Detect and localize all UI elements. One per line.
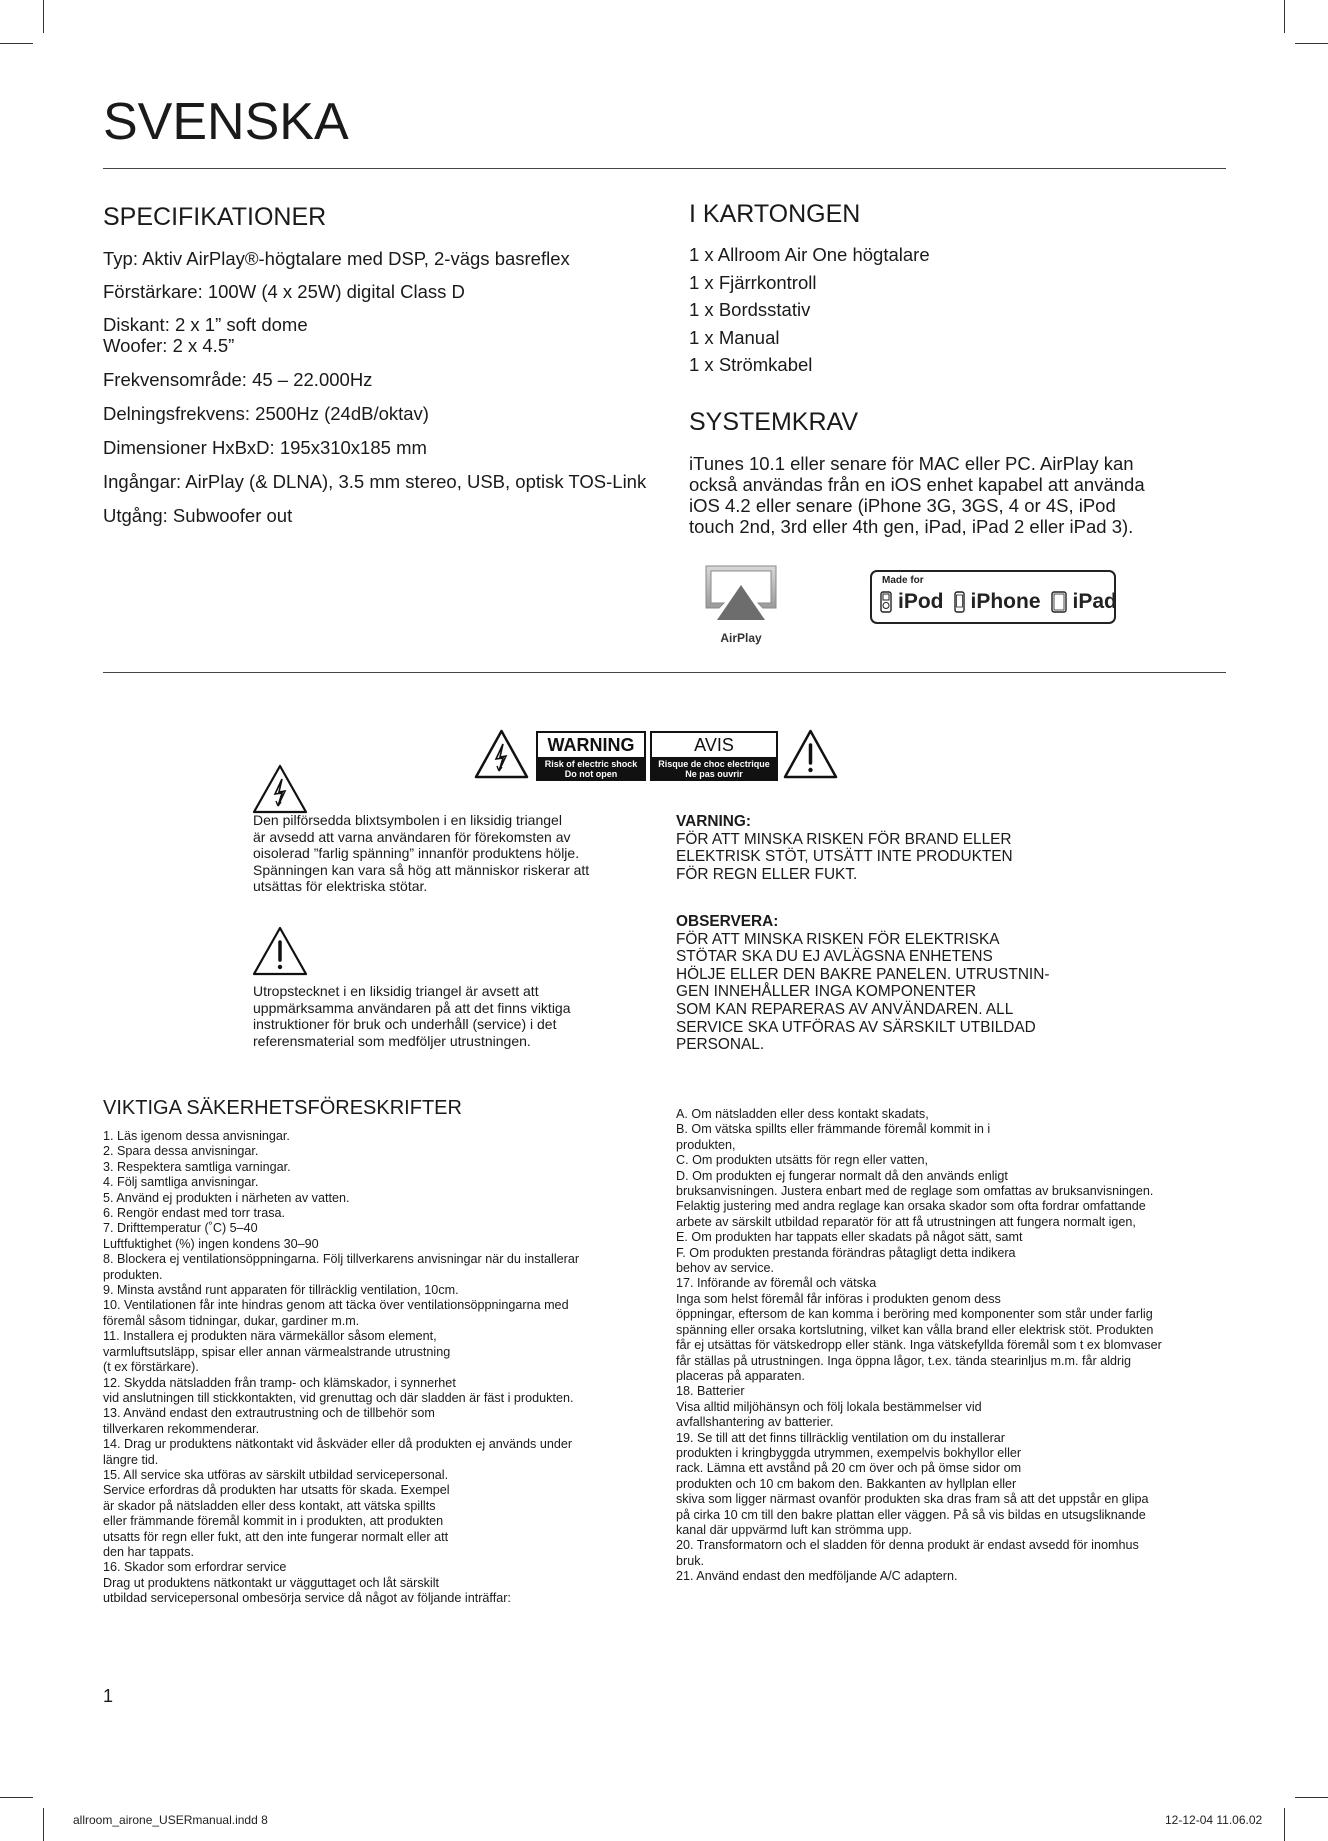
safety-line: 17. Införande av föremål och vätska [676,1276,877,1291]
avis-sub-line: Ne pas ouvrir [685,769,743,779]
safety-line: 10. Ventilationen får inte hindras genom att täcka över ventilationsöppningarna med [103,1298,569,1313]
avis-box [650,731,778,781]
text-line: SERVICE SKA UTFÖRAS AV SÄRSKILT UTBILDAD [676,1018,1036,1036]
safety-line: produkten, [676,1137,736,1152]
safety-line: Drag ut produktens nätkontakt ur vägguttaget och låt särskilt [103,1575,440,1590]
safety-line: 21. Använd endast den medföljande A/C adaptern. [676,1569,958,1584]
safety-line: tillverkaren rekommenderar. [103,1421,260,1436]
avis-title: AVIS [652,733,776,759]
safety-line: skiva som ligger närmast ovanför produkten ska dras fram så att det uppstår en glipa [676,1492,1149,1507]
safety-line: utsatts för regn eller fukt, att den inte fungerar normalt eller att [103,1529,449,1544]
safety-line: C. Om produkten utsätts för regn eller vatten, [676,1153,928,1168]
specs-heading: SPECIFIKATIONER [103,203,327,231]
spec-type: Typ: Aktiv AirPlay®-högtalare med DSP, 2-vägs basreflex [103,248,570,269]
safety-line: Service erfordras då produkten har utsatts för skada. Exempel [103,1483,450,1498]
observera-heading: OBSERVERA: [676,913,779,930]
safety-line: Felaktig justering med andra reglage kan orsaka skador som ofta fordrar omfattande [676,1199,1146,1214]
warning-sub [538,759,644,779]
warning-sub-line: Do not open [564,769,618,779]
safety-line: produkten och 10 cm bakom den. Bakkanten av hyllplan eller [676,1476,1017,1491]
spec-tweeter: Diskant: 2 x 1” soft dome [103,314,308,335]
safety-line: 6. Rengör endast med torr trasa. [103,1206,286,1221]
safety-line: får ställas på utrustningen. Inga öppna lågor, t.ex. tända stearinljus m.m. får aldrig [676,1353,1132,1368]
safety-line: 19. Se till att det finns tillräcklig ventilation om du installerar [676,1430,1005,1445]
system-line: också användas från en iOS enhet kapabel att använda [689,474,1145,495]
crop-mark [1284,0,1285,33]
list-item: 1 x Bordsstativ [689,299,811,320]
safety-line: B. Om vätska spillts eller främmande föremål kommit in i [676,1122,991,1137]
avis-sub-line: Risque de choc electrique [658,759,770,769]
crop-mark [1284,1808,1285,1841]
text-line: FÖR ATT MINSKA RISKEN FÖR BRAND ELLER [676,830,1012,848]
text-line: SOM KAN REPARERAS AV ANVÄNDAREN. ALL [676,1000,1014,1018]
safety-line: F. Om produkten prestanda förändras påtagligt detta indikera [676,1245,1016,1260]
text-line: instruktioner för bruk och underhåll (service) i det [253,1016,557,1032]
safety-line: utbildad servicepersonal ombesörja service då något av följande inträffar: [103,1591,511,1606]
safety-line: 12. Skydda nätsladden från tramp- och klämskador, i synnerhet [103,1375,456,1390]
top-divider [103,168,1226,169]
avis-sub [652,759,776,779]
warning-box [536,731,646,781]
ipod-icon [880,591,892,613]
text-line: GEN INNEHÅLLER INGA KOMPONENTER [676,983,977,1001]
safety-line: 16. Skador som erfordrar service [103,1560,287,1575]
safety-line: eller främmande föremål kommit in i produkten, att produkten [103,1514,444,1529]
safety-line: 18. Batterier [676,1384,745,1399]
list-item: 1 x Manual [689,326,780,348]
safety-line: A. Om nätsladden eller dess kontakt skadats, [676,1107,929,1121]
safety-line: arbete av särskilt utbildad reparatör för att få utrustningen att fungera normalt igen, [676,1214,1136,1229]
airplay-icon [703,562,779,624]
safety-line: kanal där uppvärmd luft kan strömma upp. [676,1522,912,1537]
spec-frequency: Frekvensområde: 45 – 22.000Hz [103,369,373,390]
safety-line: spänning eller orsaka kortslutning, vilket kan vålla brand eller elektrisk stöt. Produkten [676,1322,1154,1337]
safety-right-column [676,1107,1296,1585]
safety-line: bruk. [676,1553,704,1568]
text-line: STÖTAR SKA DU EJ AVLÄGSNA ENHETENS [676,948,993,966]
safety-line: öppningar, eftersom de kan komma i beröring med komponenter som står under farlig [676,1307,1153,1322]
text-line: utsättas för elektriska stötar. [253,878,428,894]
safety-line: E. Om produkten har tappats eller skadats på något sätt, samt [676,1230,1023,1245]
lightning-triangle-icon [252,764,308,814]
safety-line: 1. Läs igenom dessa anvisningar. [103,1129,290,1143]
footer-timestamp: 12-12-04 11.06.02 [1165,1813,1263,1827]
exclamation-explanation [253,983,643,1049]
airplay-label: AirPlay [720,631,762,645]
safety-line: på cirka 10 cm till den bakre plattan eller väggen. På så vis bildas en utsugsliknande [676,1507,1146,1522]
spec-output: Utgång: Subwoofer out [103,505,293,526]
text-line: referensmaterial som medföljer utrustningen. [253,1032,531,1049]
safety-line: är skador på nätsladden eller dess kontakt, att vätska spillts [103,1498,436,1513]
text-line: Den pilförsedda blixtsymbolen i en liksidig triangel [253,812,562,828]
safety-line: placeras på apparaten. [676,1368,805,1383]
text-line: är avsedd att varna användaren för förekomsten av [253,828,571,845]
crop-mark [43,1808,44,1841]
safety-line: D. Om produkten ej fungerar normalt då den används enligt [676,1168,1008,1183]
middle-divider [103,672,1226,673]
crop-mark [1295,43,1328,44]
safety-line: vid anslutningen till stickkontakten, vid grenuttag och där sladden är fäst i produkten. [103,1390,574,1405]
safety-line: bruksanvisningen. Justera enbart med de reglage som omfattas av bruksanvisningen. [676,1184,1154,1199]
safety-line: avfallshantering av batterier. [676,1415,834,1430]
safety-line: 14. Drag ur produktens nätkontakt vid åskväder eller då produkten ej används under [103,1437,573,1452]
crop-mark [1295,1797,1328,1798]
safety-line: 8. Blockera ej ventilationsöppningarna. Följ tillverkarens anvisningar när du installerar [103,1252,580,1267]
footer-filename: allroom_airone_USERmanual.indd 8 [73,1813,268,1827]
ipad-label: iPad [1072,590,1117,613]
ipod-label: iPod [898,590,944,613]
ipad-icon [1051,591,1067,613]
text-line: uppmärksamma användaren på att det finns viktiga [253,999,571,1016]
safety-heading: VIKTIGA SÄKERHETSFÖRESKRIFTER [103,1097,462,1119]
safety-line: produkten. [103,1267,163,1282]
safety-line: 3. Respektera samtliga varningar. [103,1159,291,1174]
varning-heading: VARNING: [676,813,751,830]
crop-mark [0,43,33,44]
text-line: Spänningen kan vara så hög att människor riskerar att [253,861,590,878]
safety-line: 4. Följ samtliga anvisningar. [103,1175,259,1190]
safety-line: 2. Spara dessa anvisningar. [103,1144,259,1159]
exclamation-triangle-icon [783,729,838,779]
warning-title: WARNING [538,733,644,759]
list-item: 1 x Strömkabel [689,354,813,375]
airplay-logo [703,562,779,645]
text-line: FÖR ATT MINSKA RISKEN FÖR ELEKTRISKA [676,930,1000,948]
text-line: PERSONAL. [676,1036,765,1054]
safety-left-column [103,1129,663,1607]
system-heading: SYSTEMKRAV [689,408,859,436]
safety-line: Inga som helst föremål får införas i produkten genom dess [676,1291,1001,1306]
safety-line: 13. Använd endast den extrautrustning och de tillbehör som [103,1406,435,1421]
text-line: FÖR REGN ELLER FUKT. [676,865,858,883]
system-line: iOS 4.2 eller senare (iPhone 3G, 3GS, 4 or 4S, iPod [689,495,1116,516]
crop-mark [43,0,44,33]
lightning-triangle-icon [474,729,529,779]
safety-line: 11. Installera ej produkten nära värmekällor såsom element, [103,1329,437,1344]
safety-line: behov av service. [676,1261,775,1276]
safety-line: längre tid. [103,1452,159,1467]
safety-line: föremål såsom tidningar, dukar, gardiner m.m. [103,1313,360,1328]
safety-line: (t ex förstärkare). [103,1360,199,1375]
safety-line: 7. Drifttemperatur (˚C) 5–40 [103,1221,258,1236]
made-for-label: Made for [882,575,924,586]
box-list [689,241,930,379]
crop-mark [0,1797,33,1798]
warning-sub-line: Risk of electric shock [544,759,638,769]
text-line: ELEKTRISK STÖT, UTSÄTT INTE PRODUKTEN [676,848,1013,866]
box-heading: I KARTONGEN [689,200,861,228]
list-item: 1 x Fjärrkontroll [689,271,817,293]
text-line: Utropstecknet i en liksidig triangel är avsett att [253,983,539,999]
safety-line: Visa alltid miljöhänsyn och följ lokala bestämmelser vid [676,1399,982,1414]
page-number: 1 [103,1686,114,1706]
safety-line: varmluftsutsläpp, spisar eller annan värmealstrande utrustning [103,1344,451,1359]
safety-line: produkten i kringbyggda utrymmen, exempelvis bokhyllor eller [676,1445,1022,1460]
system-text [689,453,1159,537]
iphone-label: iPhone [970,590,1041,613]
safety-line: den har tappats. [103,1544,195,1559]
safety-line: 9. Minsta avstånd runt apparaten för tillräcklig ventilation, 10cm. [103,1283,459,1298]
safety-line: 20. Transformatorn och el sladden för denna produkt är endast avsedd för inomhus [676,1538,1139,1553]
safety-line: 15. All service ska utföras av särskilt utbildad servicepersonal. [103,1467,449,1482]
system-line: touch 2nd, 3rd eller 4th gen, iPad, iPad 2 eller iPad 3). [689,516,1134,537]
page-title: SVENSKA [103,93,349,151]
observera-block [676,913,1096,1054]
safety-line: får ej utsättas för vätskedropp eller stänk. Inga vätskefyllda föremål som t ex blomvaser [676,1338,1162,1353]
lightning-explanation [253,812,643,895]
system-line: iTunes 10.1 eller senare för MAC eller PC. AirPlay kan [689,453,1134,474]
safety-line: rack. Lämna ett avstånd på 20 cm över och på ömse sidor om [676,1461,1022,1476]
spec-inputs: Ingångar: AirPlay (& DLNA), 3.5 mm stereo, USB, optisk TOS-Link [103,471,647,492]
varning-block [676,813,1076,883]
text-line: HÖLJE ELLER DEN BAKRE PANELEN. UTRUSTNIN- [676,965,1050,983]
made-for-badge [870,570,1116,624]
safety-line: Luftfuktighet (%) ingen kondens 30–90 [103,1236,319,1251]
spec-amplifier: Förstärkare: 100W (4 x 25W) digital Class D [103,281,465,302]
spec-crossover: Delningsfrekvens: 2500Hz (24dB/oktav) [103,403,429,424]
spec-dimensions: Dimensioner HxBxD: 195x310x185 mm [103,437,427,458]
text-line: oisolerad ”farlig spänning” innanför produktens hölje. [253,845,580,861]
safety-line: 5. Använd ej produkten i närheten av vatten. [103,1190,350,1205]
spec-woofer: Woofer: 2 x 4.5” [103,335,235,356]
list-item: 1 x Allroom Air One högtalare [689,244,930,265]
iphone-icon [954,591,965,613]
exclamation-triangle-icon [252,926,308,976]
